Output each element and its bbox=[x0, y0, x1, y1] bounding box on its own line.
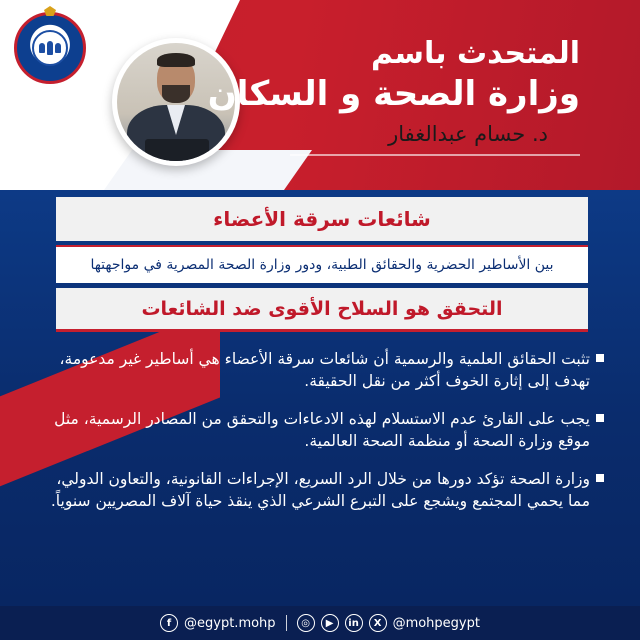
instagram-icon[interactable]: ◎ bbox=[297, 614, 315, 632]
headline-box: التحقق هو السلاح الأقوى ضد الشائعات bbox=[56, 288, 588, 332]
linkedin-icon[interactable]: in bbox=[345, 614, 363, 632]
handle-left[interactable]: @egypt.mohp bbox=[184, 615, 276, 631]
title-line-2: وزارة الصحة و السكان bbox=[207, 74, 580, 114]
bullet-text: وزارة الصحة تؤكد دورها من خلال الرد السريع، الإجراءات القانونية، والتعاون الدولي، مما يحمي المجتمع ويشجع على التبرع الشرعي الذي ينقذ حياة آلاف المصريين سنوياً. bbox=[50, 470, 590, 510]
handle-right[interactable]: @mohpegypt bbox=[392, 615, 480, 631]
youtube-icon[interactable]: ▶ bbox=[321, 614, 339, 632]
logo-family-icon bbox=[32, 30, 68, 66]
header-banner bbox=[0, 0, 640, 190]
x-icon[interactable]: X bbox=[369, 614, 387, 632]
social-footer bbox=[0, 606, 640, 640]
title-line-1: المتحدث باسم bbox=[370, 36, 580, 71]
bullet-square-icon bbox=[596, 414, 604, 422]
bullet-item bbox=[30, 348, 604, 392]
speaker-name: د. حسام عبدالغفار bbox=[388, 122, 548, 146]
bullet-list bbox=[30, 348, 604, 528]
topic-title-box: شائعات سرقة الأعضاء bbox=[56, 197, 588, 241]
bullet-square-icon bbox=[596, 474, 604, 482]
footer-divider bbox=[286, 615, 287, 631]
topic-subtitle-box: بين الأساطير الحضرية والحقائق الطبية، ودور وزارة الصحة المصرية في مواجهتها bbox=[56, 245, 588, 283]
bullet-square-icon bbox=[596, 354, 604, 362]
bullet-item bbox=[30, 468, 604, 512]
bullet-item bbox=[30, 408, 604, 452]
ministry-logo bbox=[14, 12, 86, 84]
bullet-text: تثبت الحقائق العلمية والرسمية أن شائعات سرقة الأعضاء هي أساطير غير مدعومة، تهدف إلى إثارة الخوف أكثر من نقل الحقيقة. bbox=[59, 350, 590, 390]
facebook-icon[interactable]: f bbox=[160, 614, 178, 632]
bullet-text: يجب على القارئ عدم الاستسلام لهذه الادعاءات والتحقق من المصادر الرسمية، مثل موقع وزارة الصحة أو منظمة الصحة العالمية. bbox=[54, 410, 590, 450]
speaker-underline bbox=[290, 154, 580, 156]
